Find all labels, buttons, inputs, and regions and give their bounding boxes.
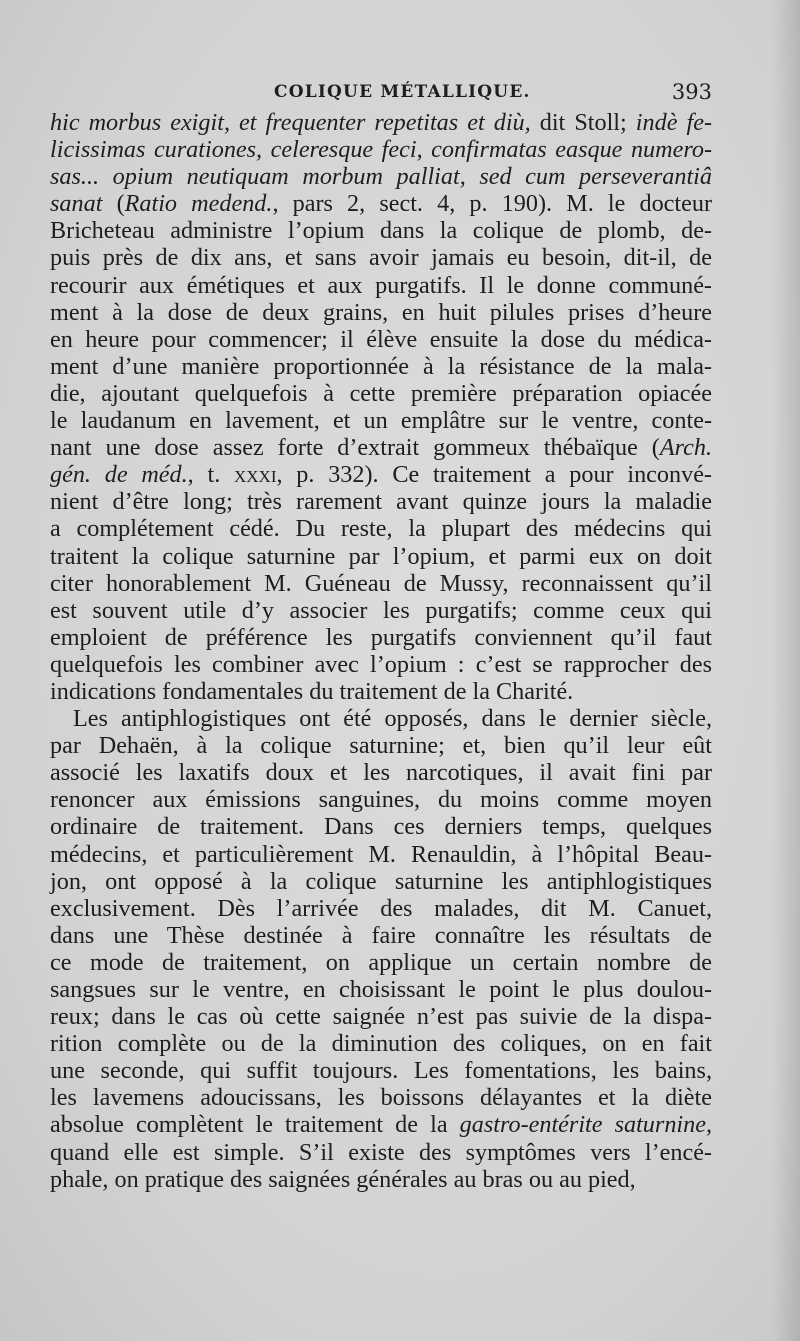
text-line [50, 1166, 712, 1193]
text-run: reux; dans le cas où cette saignée n’est pas suivie de la dispa- [50, 1003, 712, 1031]
text-run: citer honorablement M. Guéneau de Mussy, reconnaissent qu’il [50, 569, 712, 597]
italic-run: hic morbus exigit, et frequenter repetitas et diù, [50, 109, 540, 136]
text-run: , p. 332). Ce traitement a pour inconvé- [276, 461, 712, 489]
text-run: en heure pour commencer; il élève ensuite la dose du médica- [50, 325, 712, 353]
text-line [50, 922, 712, 949]
italic-run: sanat [50, 190, 117, 218]
text-run: , pars 2, sect. 4, p. 190). M. le docteur [272, 190, 713, 218]
text-line [50, 1057, 712, 1084]
text-line [50, 244, 712, 271]
text-line [50, 299, 712, 326]
text-line [50, 272, 712, 299]
text-line [50, 488, 712, 515]
text-line [50, 868, 712, 895]
text-run: exclusivement. Dès l’arrivée des malades, dit M. Canuet, [50, 894, 712, 922]
body-text [50, 109, 712, 1193]
italic-run: sas... opium neutiquam morbum palliat, sed cum perseverantiâ [50, 163, 712, 191]
text-line [50, 705, 712, 732]
text-run: nient d’être long; très rarement avant quinze jours la maladie [50, 488, 712, 516]
text-line [50, 841, 712, 868]
text-line [50, 813, 712, 840]
page-number: 393 [671, 80, 712, 104]
text-line [50, 786, 712, 813]
text-line [50, 407, 712, 434]
text-line [50, 570, 712, 597]
page-edge-shadow [772, 0, 800, 1341]
text-run: dit Stoll; [539, 109, 636, 136]
text-run: puis près de dix ans, et sans avoir jamais eu besoin, dit-il, de [50, 244, 712, 272]
text-run: renoncer aux émissions sanguines, du moins comme moyen [50, 786, 712, 814]
text-run: quelquefois les combiner avec l’opium : c’est se rapprocher des [50, 650, 712, 678]
text-line [50, 434, 712, 461]
text-run: une seconde, qui suffit toujours. Les fomentations, les bains, [50, 1057, 712, 1085]
text-run: ment d’une manière proportionnée à la résistance de la mala- [50, 352, 712, 380]
text-run: die, ajoutant quelquefois à cette première préparation opiacée [50, 379, 712, 407]
text-run: xxxi [234, 461, 277, 489]
text-line [50, 597, 712, 624]
text-line [50, 163, 712, 190]
italic-run: Ratio medend. [124, 190, 273, 218]
text-run: nant une dose assez forte d’extrait gommeux thébaïque ( [50, 434, 660, 462]
text-line [50, 190, 712, 217]
text-run: ce mode de traitement, on applique un certain nombre de [50, 948, 712, 976]
text-run: indications fondamentales du traitement de la Charité. [50, 677, 574, 705]
running-title: COLIQUE MÉTALLIQUE. [274, 82, 531, 102]
text-line [50, 217, 712, 244]
text-run: Les antiphlogistiques ont été opposés, dans le dernier siècle, [73, 705, 712, 733]
text-line [50, 1030, 712, 1057]
text-line [50, 1111, 712, 1138]
text-run: phale, on pratique des saignées générales au bras ou au pied, [50, 1165, 636, 1193]
text-line [50, 976, 712, 1003]
text-run: est souvent utile d’y associer les purgatifs; comme ceux qui [50, 596, 712, 624]
text-line [50, 109, 712, 136]
text-line [50, 949, 712, 976]
text-line [50, 895, 712, 922]
text-run: ( [116, 190, 125, 218]
text-run: , t. [187, 461, 234, 489]
text-run: jon, ont opposé à la colique saturnine les antiphlogistiques [50, 867, 712, 895]
text-run: médecins, et particulièrement M. Renauldin, à l’hôpital Beau- [50, 840, 712, 868]
italic-run: Arch. [659, 434, 712, 462]
text-line [50, 380, 712, 407]
text-line [50, 651, 712, 678]
text-run: absolue complètent le traitement de la [50, 1111, 460, 1139]
text-line [50, 1139, 712, 1166]
text-run: ordinaire de traitement. Dans ces derniers temps, quelques [50, 813, 712, 841]
page-header [52, 82, 712, 112]
text-run: quand elle est simple. S’il existe des symptômes vers l’encé- [50, 1138, 712, 1166]
text-run: Bricheteau administre l’opium dans la colique de plomb, de- [50, 217, 712, 245]
text-run: a complétement cédé. Du reste, la plupart des médecins qui [50, 515, 712, 543]
text-line [50, 1003, 712, 1030]
text-line [50, 461, 712, 488]
text-run: emploient de préférence les purgatifs conviennent qu’il faut [50, 623, 712, 651]
italic-run: gastro-entérite saturnine, [459, 1111, 713, 1139]
text-line [50, 624, 712, 651]
text-run: traitent la colique saturnine par l’opium, et parmi eux on doit [50, 542, 712, 570]
text-line [50, 353, 712, 380]
text-line [50, 1084, 712, 1111]
text-run: par Dehaën, à la colique saturnine; et, bien qu’il leur eût [50, 732, 712, 760]
text-run: sangsues sur le ventre, en choisissant le point le plus doulou- [50, 976, 712, 1003]
text-run: rition complète ou de la diminution des coliques, on en fait [50, 1030, 712, 1058]
text-line [50, 515, 712, 542]
text-line [50, 136, 712, 163]
text-run: recourir aux émétiques et aux purgatifs. Il le donne communé- [50, 271, 712, 299]
text-run: le laudanum en lavement, et un emplâtre sur le ventre, conte- [50, 407, 712, 435]
text-line [50, 326, 712, 353]
text-line [50, 543, 712, 570]
text-run: les lavemens adoucissans, les boissons délayantes et la diète [50, 1084, 712, 1112]
text-run: associé les laxatifs doux et les narcotiques, il avait fini par [50, 759, 712, 787]
italic-run: indè fe- [635, 109, 712, 136]
text-line [50, 732, 712, 759]
italic-run: gén. de méd. [50, 461, 188, 489]
text-run: dans une Thèse destinée à faire connaître les résultats de [50, 921, 712, 949]
text-run: ment à la dose de deux grains, en huit pilules prises d’heure [50, 298, 712, 326]
italic-run: licissimas curationes, celeresque feci, confirmatas easque numero- [50, 136, 712, 164]
text-line [50, 759, 712, 786]
text-line [50, 678, 712, 705]
